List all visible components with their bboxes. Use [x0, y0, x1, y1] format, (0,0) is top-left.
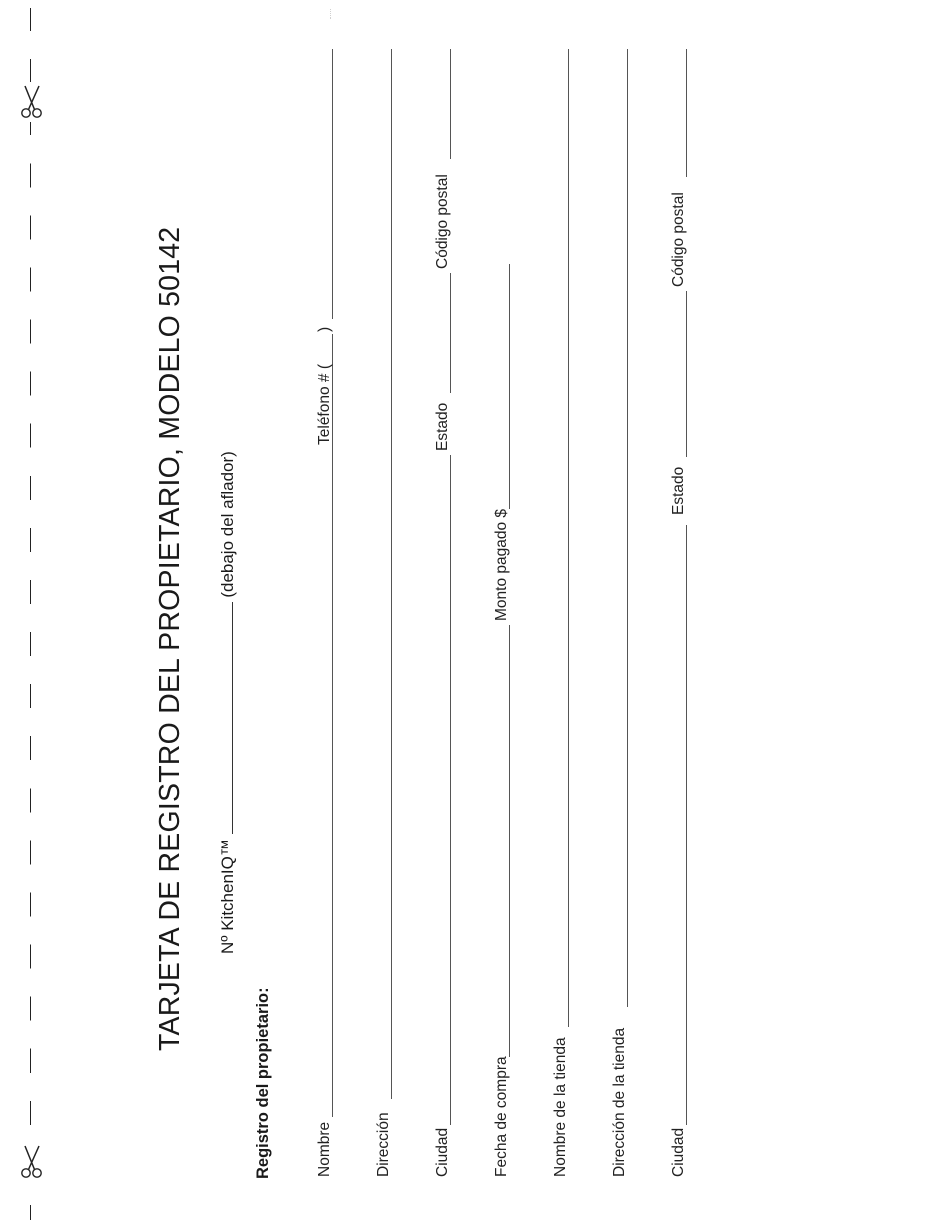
- monto-pagado-field[interactable]: [509, 264, 510, 509]
- kitcheniq-number-field[interactable]: [220, 602, 233, 834]
- ciudad-tienda-label: Ciudad: [670, 1127, 687, 1177]
- estado-label: Estado: [434, 402, 451, 451]
- direccion-field[interactable]: [391, 49, 392, 1099]
- estado-tienda-field[interactable]: [686, 291, 687, 457]
- kitcheniq-number-line: [218, 451, 238, 954]
- ciudad-field[interactable]: [450, 455, 451, 1125]
- codigo-postal-field[interactable]: [450, 49, 451, 159]
- nombre-field[interactable]: [332, 331, 333, 1117]
- telefono-label: Teléfono # (: [316, 364, 333, 445]
- nombre-tienda-label: Nombre de la tienda: [552, 1037, 569, 1177]
- telefono-paren-close: ): [316, 326, 333, 332]
- fecha-compra-label: Fecha de compra: [493, 1056, 510, 1177]
- codigo-postal-tienda-label: Código postal: [670, 192, 687, 287]
- estado-field[interactable]: [450, 273, 451, 393]
- estado-tienda-label: Estado: [670, 466, 687, 515]
- card-title: TARJETA DE REGISTRO DEL PROPIETARIO, MODELO 50142: [154, 226, 186, 1051]
- kitcheniq-note: (debajo del aflador): [218, 451, 237, 598]
- nombre-label: Nombre: [316, 1121, 333, 1177]
- section-label: Registro del propietario:: [254, 987, 272, 1179]
- codigo-postal-tienda-field[interactable]: [686, 49, 687, 177]
- kitcheniq-label: Nº KitchenIQ™: [218, 839, 237, 954]
- monto-pagado-label: Monto pagado $: [493, 509, 511, 625]
- guide-mark: [330, 9, 331, 19]
- telefono-field[interactable]: [332, 49, 333, 319]
- ciudad-label: Ciudad: [434, 1127, 451, 1177]
- codigo-postal-label: Código postal: [434, 174, 451, 269]
- direccion-tienda-label: Dirección de la tienda: [611, 1027, 628, 1177]
- ciudad-tienda-field[interactable]: [686, 525, 687, 1125]
- direccion-label: Dirección: [375, 1112, 392, 1177]
- direccion-tienda-field[interactable]: [627, 49, 628, 1007]
- nombre-tienda-field[interactable]: [568, 49, 569, 1027]
